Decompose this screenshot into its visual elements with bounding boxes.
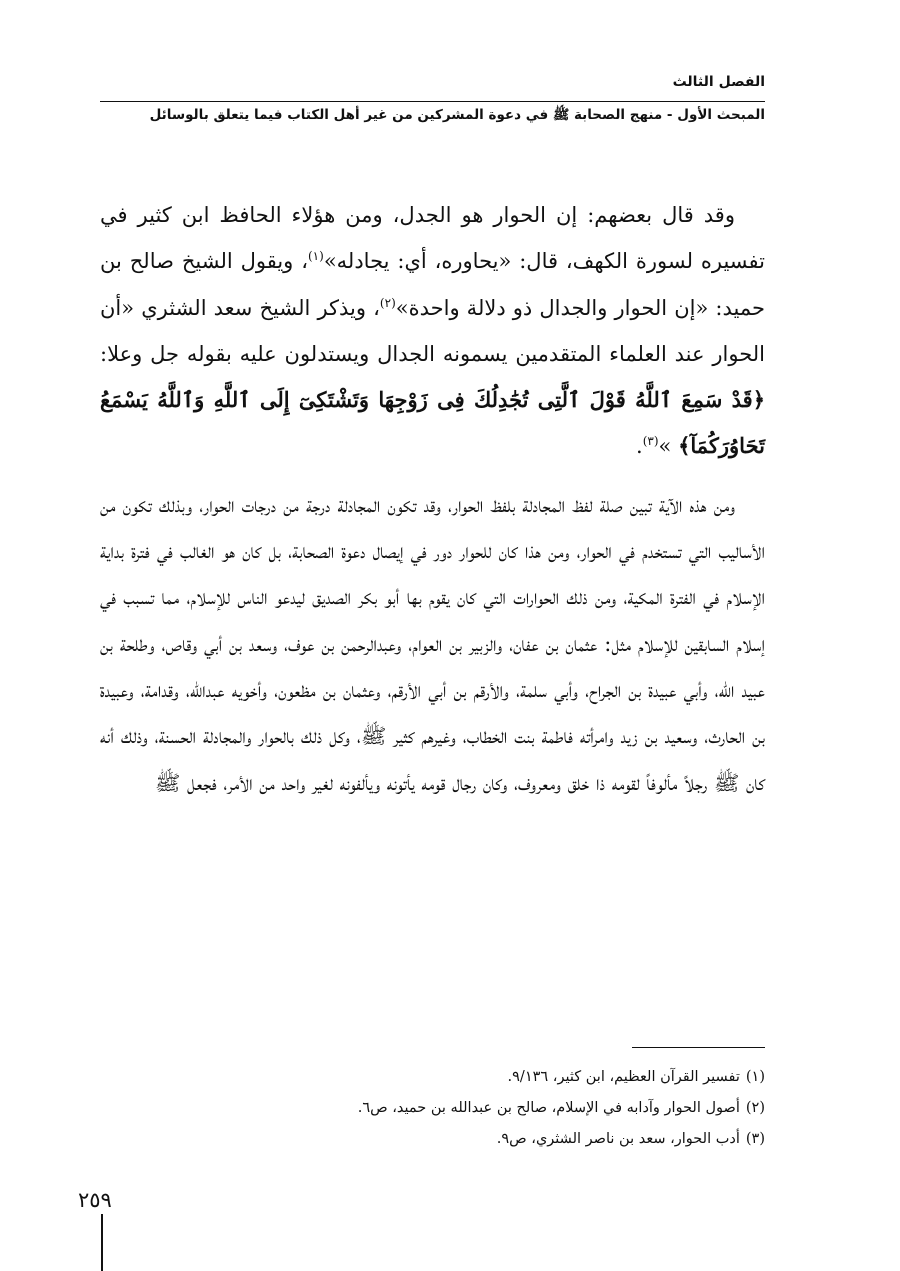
quran-verse: ﴿قَدْ سَمِعَ ٱللَّهُ قَوْلَ ٱلَّتِى تُجَٰدِلُكَ فِى زَوْجِهَا وَتَشْتَكِىٓ إِلَى ٱللَّهِ وَٱللَّهُ يَسْمَعُ تَحَاوُرَكُمَآ﴾ [100, 387, 765, 459]
header-rule [100, 101, 765, 102]
footnote-3 [100, 1124, 765, 1155]
footnote-number: (٣) [745, 1131, 765, 1147]
paragraph-1-text-a: وقد قال بعضهم: إن الحوار هو الجدل، ومن هؤلاء الحافظ ابن كثير في تفسيره لسورة الكهف، قال: «يحاوره، أي: يجادله» [100, 203, 765, 274]
page-number: ٢٥٩ [78, 1188, 112, 1212]
paragraph-2: ومن هذه الآية تبين صلة لفظ المجادلة بلفظ الحوار، وقد تكون المجادلة درجة من درجات الحوار، وبذلك تكون من الأساليب التي تستخدم في الحوار، ومن هذا كان للحوار دور في إيصال دعوة الصحابة، بل كان هو الغالب في فترة بداية الإسلام في الفترة المكية، ومن ذلك الحوارات التي كان يقوم بها أبو بكر الصديق ليدعو الناس للإسلام، مما تسبب في إسلام السابقين للإسلام مثل: عثمان بن عفان، والزبير بن العوام، وعبدالرحمن بن عوف، وسعد بن أبي وقاص، وطلحة بن عبيد الله، وأبي عبيدة بن الجراح، وأبي سلمة، والأرقم بن أبي الأرقم، وعثمان بن مظعون، وأخويه عبدالله، وقدامة، وعبيدة بن الحارث، وسعيد بن زيد وامرأته فاطمة بنت الخطاب، وغيرهم كثير ﷺ، وكل ذلك بالحوار والمجادلة الحسنة، وذلك أنه كان ﷺ رجلاً مألوفاً لقومه ذا خلق ومعروف، وكان رجال قومه يأتونه ويألفونه لغير واحد من الأمر، فجعل ﷺ [100, 492, 765, 795]
footnote-text: تفسير القرآن العظيم، ابن كثير، ٩/١٣٦. [507, 1069, 740, 1085]
footnote-text: أصول الحوار وآدابه في الإسلام، صالح بن عبدالله بن حميد، ص٦. [357, 1100, 740, 1116]
paragraph-1-text-b: ، ويقول الشيخ صالح بن حميد: «إن الحوار والجدال ذو دلالة واحدة» [100, 249, 765, 320]
margin-line [101, 1214, 103, 1271]
footnote-ref-1[interactable]: (١) [307, 249, 324, 264]
footnote-separator [632, 1047, 765, 1048]
footnote-text: أدب الحوار، سعد بن ناصر الشثري، ص٩. [496, 1131, 740, 1147]
section-title: المبحث الأول - منهج الصحابة ﷺ في دعوة المشركين من غير أهل الكتاب فيما يتعلق بالوسائل [149, 107, 765, 123]
footnote-number: (٢) [745, 1100, 765, 1116]
paragraph-1-text-c: ، ويذكر الشيخ سعد الشثري «أن الحوار عند العلماء المتقدمين يسمونه الجدال ويستدلون عليه بقوله جل وعلا: [100, 295, 765, 366]
body-text [100, 192, 765, 806]
footnote-number: (١) [745, 1069, 765, 1085]
paragraph-1-text-d: » [658, 434, 679, 459]
footnote-ref-3[interactable]: (٣) [642, 434, 659, 449]
chapter-title: الفصل الثالث [672, 74, 765, 90]
footnotes [100, 1062, 765, 1155]
footnote-1 [100, 1062, 765, 1093]
footnote-2 [100, 1093, 765, 1124]
paragraph-1 [100, 192, 765, 470]
footnote-ref-2[interactable]: (٢) [379, 295, 396, 310]
paragraph-1-text-e: . [636, 434, 643, 459]
